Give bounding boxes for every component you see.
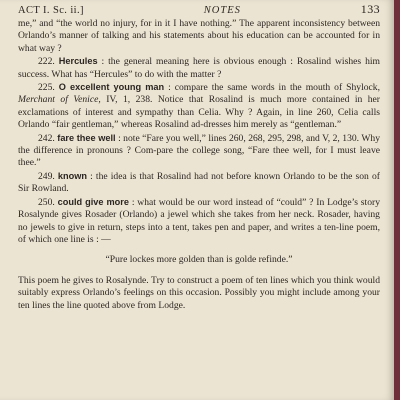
closing-paragraph — [18, 275, 380, 312]
note-222 — [18, 55, 380, 81]
text-line: : what would be our word instead of — [131, 196, 274, 208]
text-line: ten lines which you think would suitably express Orlando’s — [18, 274, 380, 299]
note-242 — [18, 132, 380, 170]
text-line: and writes a ten-line poem, of which one line is : — — [18, 221, 380, 245]
text-line: Celia calls Orlando “fair gentleman,” whereas Rosalind ad- — [18, 106, 380, 131]
note-number: 250. — [38, 196, 55, 208]
text-line: feelings on this occasion. Possibly you might include among — [123, 287, 360, 299]
text-line: and his statements about his education can be accounted for in — [132, 30, 380, 42]
text-line: with the matter ? — [156, 68, 222, 80]
header-title: NOTES — [203, 5, 241, 16]
text-line: pare the college song, “Fare thee well, for I must leave thee.” — [18, 145, 380, 169]
text-line: : the general meaning here is obvious enough : — [101, 56, 293, 68]
note-number: 222. — [38, 56, 55, 68]
text-line: : compare the same words in the — [168, 82, 302, 94]
text-line: This poem he gives to Rosalynde. Try to construct a poem of — [18, 274, 254, 286]
text-line: that Rosalind is much more contained in her exclamations of — [18, 94, 381, 118]
text-line: , IV, 1, 238. Notice — [98, 94, 184, 106]
note-250 — [18, 196, 380, 247]
text-line: jewels to give in return, steps into a tent, takes pen and paper, — [30, 221, 272, 233]
note-249 — [18, 170, 380, 196]
text-line: mouth of Shylock, — [305, 82, 380, 94]
header-act: ACT I. Sc. ii.] — [18, 5, 84, 16]
note-number: 242. — [38, 132, 55, 144]
text-line: Orlando to be the son of Sir Rowland. — [18, 170, 380, 195]
intro-paragraph — [18, 18, 380, 55]
text-line: Rosalind wishes him success. What has “Hercules” to do — [18, 56, 380, 80]
note-headword: O excellent young man — [58, 82, 165, 93]
text-line: your ten lines the line quoted above from Lodge. — [18, 287, 380, 311]
note-headword: known — [57, 170, 88, 181]
text-line: 295, 298, and V, 2, 130. Why the difference in pronouns ? Com- — [18, 132, 381, 157]
note-225 — [18, 81, 380, 132]
page-number: 133 — [360, 2, 380, 16]
note-number: 225. — [38, 82, 55, 94]
text-line: “could” ? In Lodge’s story Rosalynde gives Rosader (Orlando) — [18, 196, 380, 221]
text-line: : the idea is that Rosalind had not before known — [90, 170, 281, 182]
note-number: 249. — [38, 170, 55, 182]
note-headword: fare thee well — [57, 132, 116, 143]
text-line: a jewel which she takes from her neck. Rosader, having no — [18, 209, 380, 233]
play-title: Merchant of Venice — [18, 94, 99, 106]
lodge-quote: “Pure lockes more golden than is golde refinde.” — [105, 254, 293, 266]
text-line: dresses him merely as “gentleman.” — [203, 119, 342, 131]
text-line: : note “Fare you well,” lines 260, 268, — [118, 132, 265, 144]
running-header — [18, 2, 380, 16]
notes-body — [18, 18, 380, 312]
text-line: apparent inconsistency between Orlando’s manner of talking — [18, 18, 381, 42]
text-line: interest and sympathy than Celia. Why ? Again, in line 260, — [85, 106, 334, 118]
note-headword: Hercules — [58, 56, 98, 67]
note-headword: could give more — [57, 196, 129, 207]
text-line: what way ? — [18, 42, 62, 54]
text-line: me,” and “the world no injury, for in it I have nothing.” The — [18, 18, 254, 29]
